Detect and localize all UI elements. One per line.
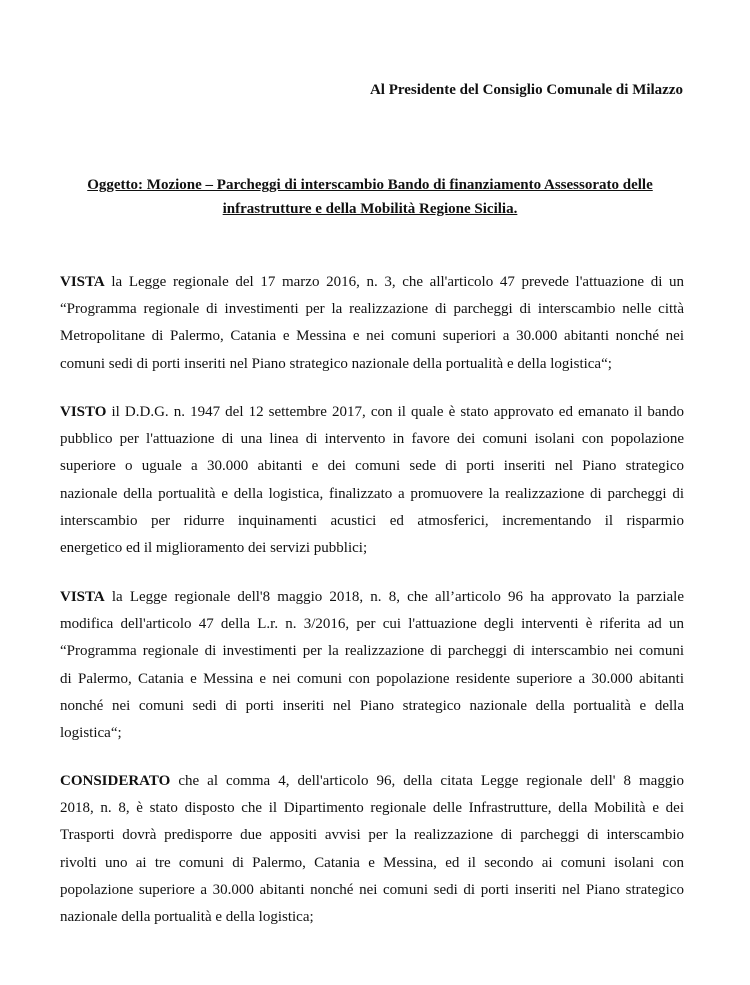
paragraph-line-text: la Legge regionale del 17 marzo 2016, n. 3, che all'articolo 47 prevede l'attuazione di un [104, 274, 684, 290]
paragraph-line: pubblico per l'attuazione di una linea di intervento in favore dei comuni isolani con popolazione [60, 431, 684, 448]
paragraph-line: Trasporti dovrà predisporre due appositi avvisi per la realizzazione di parcheggi di interscambio [60, 827, 684, 844]
paragraph-line: 2018, n. 8, è stato disposto che il Dipartimento regionale delle Infrastrutture, della Mobilità e dei [60, 800, 684, 817]
paragraph-keyword: CONSIDERATO [60, 773, 171, 789]
paragraph-line: energetico ed il miglioramento dei servizi pubblici; [60, 540, 368, 557]
paragraph-line: logistica“; [60, 725, 122, 742]
paragraph-line: superiore o uguale a 30.000 abitanti e dei comuni sede di porti inseriti nel Piano strategico [60, 458, 684, 475]
paragraph-line-text: il D.D.G. n. 1947 del 12 settembre 2017, con il quale è stato approvato ed emanato il bando [106, 404, 684, 420]
paragraph-line: nazionale della portualità e della logistica; [60, 909, 314, 926]
paragraph-line: di Palermo, Catania e Messina e nei comuni con popolazione residente superiore a 30.000 abitanti [60, 670, 684, 687]
paragraph-line: “Programma regionale di investimenti per la realizzazione di parcheggi di interscambio nelle città [60, 301, 684, 318]
paragraph-line [60, 399, 684, 426]
paragraph-keyword: VISTA [60, 274, 105, 290]
subject-heading [60, 173, 680, 221]
paragraph-line-text: che al comma 4, dell'articolo 96, della citata Legge regionale dell' 8 maggio [170, 773, 684, 789]
paragraph-vista-legge-2016 [60, 269, 684, 378]
paragraph-line [60, 269, 684, 296]
paragraph-visto-ddg [60, 399, 684, 562]
paragraph-line: “Programma regionale di investimenti per la realizzazione di parcheggi di interscambio nei comuni [60, 643, 684, 660]
paragraph-line: Metropolitane di Palermo, Catania e Messina e nei comuni superiori a 30.000 abitanti nonché nei [60, 328, 684, 345]
paragraph-keyword: VISTO [60, 404, 107, 420]
paragraph-line-text: la Legge regionale dell'8 maggio 2018, n. 8, che all’articolo 96 ha approvato la parziale [104, 589, 684, 605]
paragraph-line: rivolti uno ai tre comuni di Palermo, Catania e Messina, ed il secondo ai comuni isolani con [60, 854, 684, 871]
paragraph-line: nonché nei comuni sedi di porti inseriti nel Piano strategico nazionale della portualità e della [60, 697, 684, 714]
paragraph-considerato [60, 768, 684, 931]
paragraph-vista-legge-2018 [60, 584, 684, 747]
paragraph-line: comuni sedi di porti inseriti nel Piano strategico nazionale della portualità e della logistica“; [60, 355, 612, 372]
paragraph-line [60, 768, 684, 795]
recipient-heading: Al Presidente del Consiglio Comunale di Milazzo [369, 82, 683, 98]
paragraph-line: modifica dell'articolo 47 della L.r. n. 3/2016, per cui l'attuazione degli interventi è riferita ad un [60, 616, 684, 633]
paragraph-line: nazionale della portualità e della logistica, finalizzato a promuovere la realizzazione di parcheggi di [60, 485, 684, 502]
subject-line-2: infrastrutture e della Mobilità Regione Sicilia. [222, 201, 518, 217]
paragraph-keyword: VISTA [60, 589, 105, 605]
paragraph-line: interscambio per ridurre inquinamenti acustici ed atmosferici, incrementando il risparmio [60, 512, 684, 529]
paragraph-line: popolazione superiore a 30.000 abitanti nonché nei comuni sedi di porti inseriti nel Piano strategico [60, 881, 684, 898]
subject-line-1: Oggetto: Mozione – Parcheggi di interscambio Bando di finanziamento Assessorato delle [87, 177, 653, 193]
paragraph-line [60, 584, 684, 611]
